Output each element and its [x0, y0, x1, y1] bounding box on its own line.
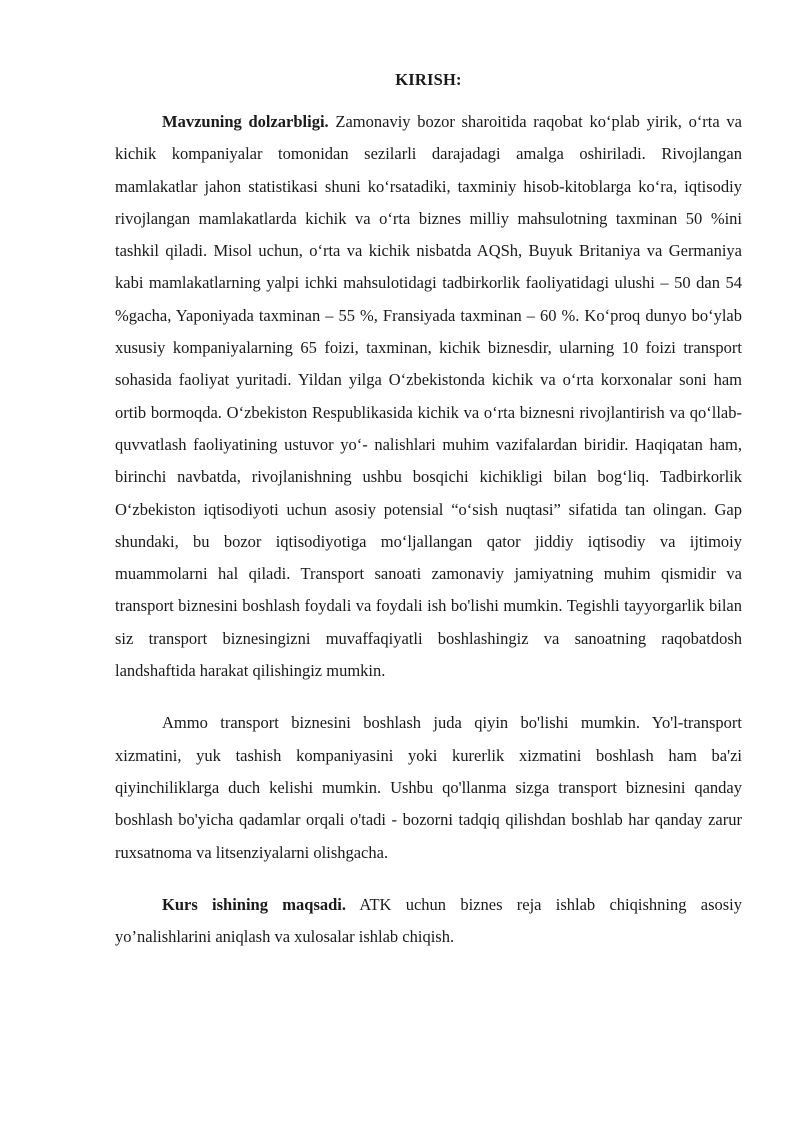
paragraph-challenges [115, 707, 742, 868]
paragraph-text-goal: ATK uchun biznes reja ishlab chiqishning asosiy yo’nalishlarini aniqlash va xulosalar ishlab chiqish. [115, 894, 742, 947]
paragraph-text-relevance: Zamonaviy bozor sharoitida raqobat ko‘plab yirik, o‘rta va kichik kompaniyalar tomonidan sezilarli darajadagi amalga oshiriladi. Rivojlangan mamlakatlar jahon statistikasi shuni ko‘rsatadiki, taxminiy hisob-kitoblarga ko‘ra, iqtisodiy rivojlangan mamlakatlarda kichik va o‘rta biznes milliy mahsulotning taxminan 50 %ini tashkil qiladi. Misol uchun, o‘rta va kichik nisbatda AQSh, Buyuk Britaniya va Germaniya kabi mamlakatlarning yalpi ichki mahsulotidagi tadbirkorlik faoliyatidagi ulushi – 50 dan 54 %gacha, Yaponiyada taxminan – 55 %, Fransiyada taxminan – 60 %. Ko‘proq dunyo bo‘ylab xususiy kompaniyalarning 65 foizi, taxminan, kichik biznesdir, ularning 10 foizi transport sohasida faoliyat yuritadi. Yildan yilga O‘zbekistonda kichik va o‘rta korxonalar soni ham ortib bormoqda. O‘zbekiston Respublikasida kichik va o‘rta biznesni rivojlantirish va qo‘llab-quvvatlash faoliyatining ustuvor yo‘- nalishlari muhim vazifalardan biridir. Haqiqatan ham, birinchi navbatda, rivojlanishning ushbu bosqichi kichikligi bilan bog‘liq. Tadbirkorlik O‘zbekiston iqtisodiyoti uchun asosiy potensial “o‘sish nuqtasi” sifatida tan olingan. Gap shundaki, bu bozor iqtisodiyotiga mo‘ljallangan qator jiddiy iqtisodiy va ijtimoiy muammolarni hal qiladi. Transport sanoati zamonaviy jamiyatning muhim qismidir va transport biznesini boshlash foydali va foydali ish bo'lishi mumkin. Tegishli tayyorgarlik bilan siz transport biznesingizni muvaffaqiyatli boshlashingiz va sanoatning raqobatdosh landshaftida harakat qilishingiz mumkin. [115, 112, 742, 681]
paragraph-relevance [115, 106, 742, 687]
paragraph-lead-goal: Kurs ishining maqsadi. [162, 894, 346, 914]
paragraph-goal [115, 889, 742, 954]
paragraph-lead-relevance: Mavzuning dolzarbligi. [162, 112, 329, 131]
paragraph-text-challenges: Ammo transport biznesini boshlash juda qiyin bo'lishi mumkin. Yo'l-transport xizmatini, yuk tashish kompaniyasini yoki kurerlik xizmatini boshlash ham ba'zi qiyinchiliklarga duch kelishi mumkin. Ushbu qo'llanma sizga transport biznesini qanday boshlash bo'yicha qadamlar orqali o'tadi - bozorni tadqiq qilishdan boshlab har qanday zarur ruxsatnoma va litsenziyalarni olishgacha. [115, 713, 742, 862]
document-page [115, 70, 742, 953]
page-heading: KIRISH: [395, 70, 462, 89]
